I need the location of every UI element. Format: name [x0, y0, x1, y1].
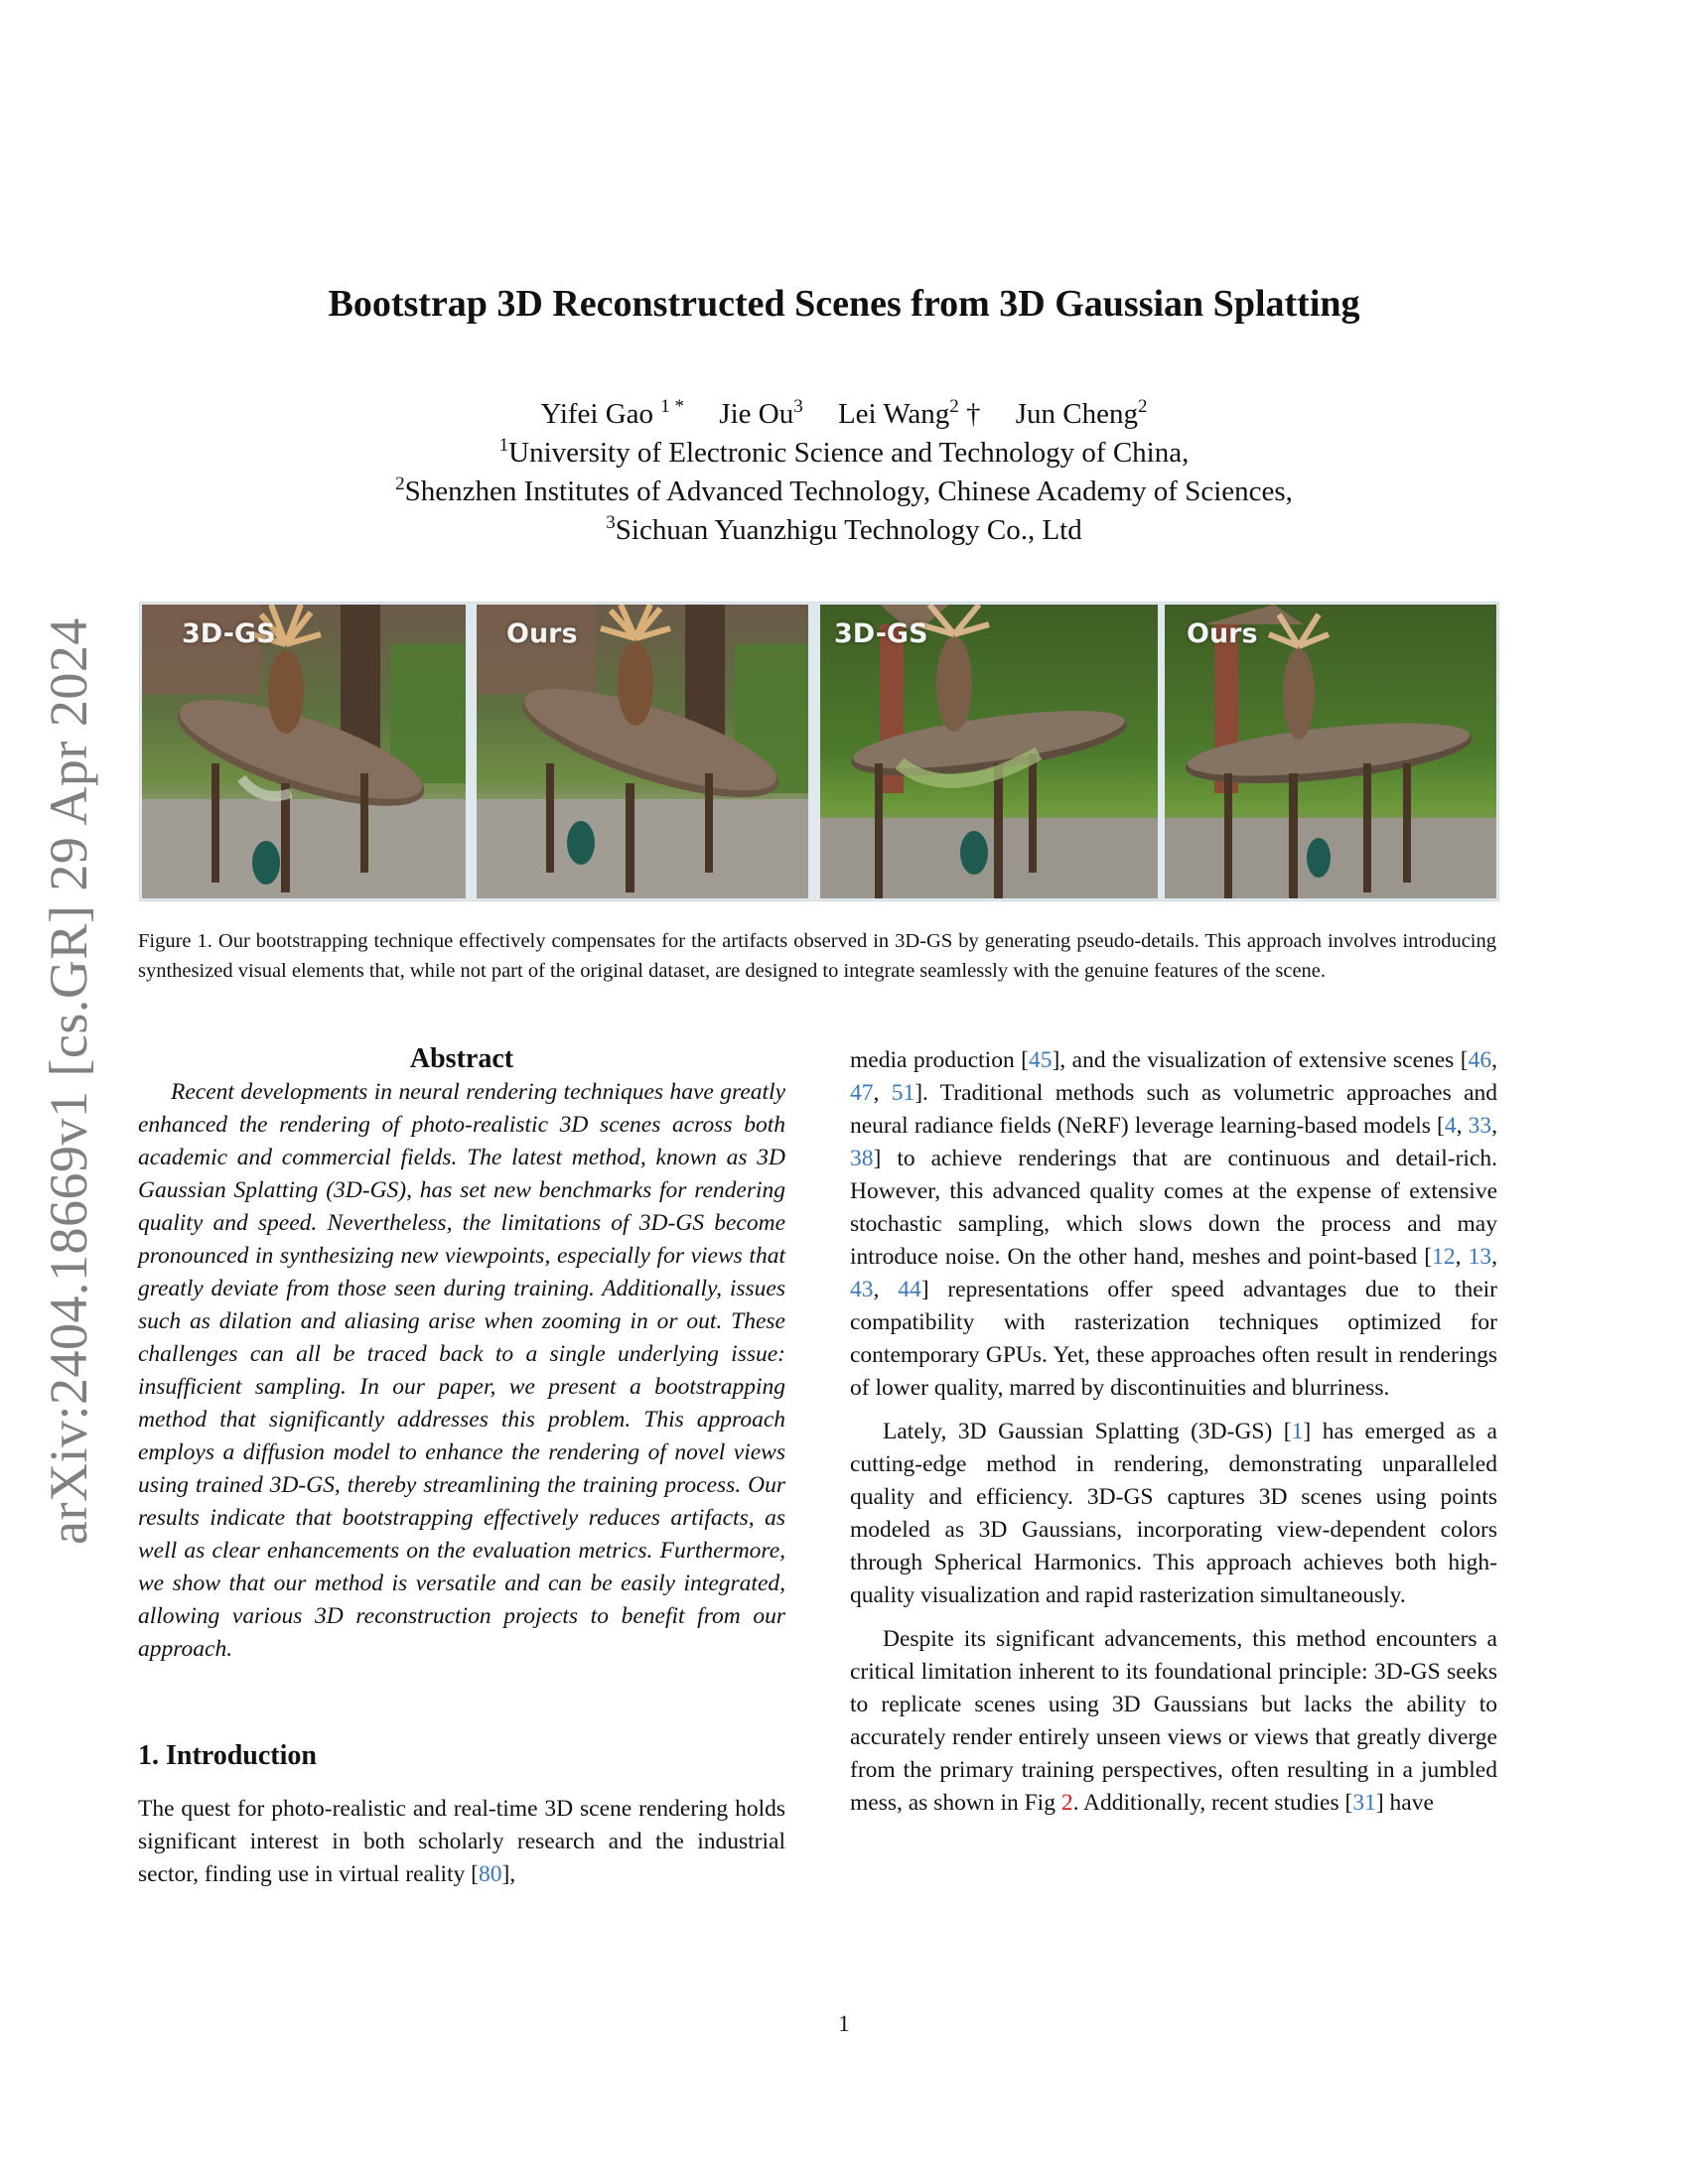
separator: ,	[1491, 1244, 1498, 1270]
author-affiliation-mark: 1 *	[660, 396, 685, 417]
paragraph-text: . Additionally, recent studies [	[1072, 1790, 1353, 1816]
paragraph-text: Lately, 3D Gaussian Splatting (3D-GS) [	[883, 1419, 1292, 1444]
right-column	[850, 1044, 1497, 1820]
affiliation-number: 3	[606, 512, 616, 533]
separator: ,	[1456, 1113, 1469, 1139]
citation-link[interactable]: 47	[850, 1080, 874, 1106]
figure-caption: Figure 1. Our bootstrapping technique effectively compensates for the artifacts observed in 3D-GS by generating pseudo-details. This approach involves introducing synthesized visual elements that, while not part of the original dataset, are designed to integrate seamlessly with the genuine features of the scene.	[138, 930, 1496, 982]
citation-link[interactable]: 13	[1468, 1244, 1492, 1270]
intro-paragraph-continued	[850, 1044, 1497, 1405]
paragraph-text: ] have	[1375, 1790, 1434, 1816]
citation-link[interactable]: 46	[1468, 1047, 1492, 1073]
paragraph-text: ] to achieve renderings that are continuous and detail-rich. However, this advanced quality comes at the expense of extensive stochastic sampling, which slows down the process and may introduce noise. On the other hand, meshes and point-based [	[850, 1146, 1497, 1270]
author-list	[0, 395, 1688, 434]
left-column	[138, 1042, 785, 1891]
separator: ,	[1491, 1047, 1497, 1073]
citation-link[interactable]: 80	[478, 1861, 502, 1887]
affiliation-number: 1	[498, 435, 509, 456]
citation-link[interactable]: 45	[1028, 1047, 1053, 1073]
author-name: Lei Wang	[837, 398, 950, 430]
figure-panel-3dgs-left	[142, 605, 466, 898]
paragraph-text: ] has emerged as a cutting-edge method in rendering, demonstrating unparalleled quality and efficiency. 3D-GS captures 3D scenes using points modeled as 3D Gaussians, incorporating view-dependent colors through Spherical Harmonics. This approach achieves both high-quality visualization and rapid rasterization simultaneously.	[850, 1419, 1497, 1608]
separator: ,	[873, 1277, 899, 1302]
citation-link[interactable]: 44	[898, 1277, 921, 1302]
figure-panel-ours-right	[1165, 605, 1496, 898]
affiliation	[0, 511, 1688, 550]
paragraph-text: media production [	[850, 1047, 1029, 1073]
affiliation-text: University of Electronic Science and Technology of China,	[508, 437, 1190, 469]
affiliation	[0, 473, 1688, 511]
paragraph-text: Despite its significant advancements, this method encounters a critical limitation inherent to its foundational principle: 3D-GS seeks to replicate scenes using 3D Gaussians but lacks the ability to accurately render entirely unseen views or views that greatly diverge from the primary training perspectives, often resulting in a jumbled mess, as shown in Fig	[850, 1626, 1497, 1816]
figure-panel-ours-left	[477, 605, 808, 898]
citation-link[interactable]: 31	[1352, 1790, 1376, 1816]
affiliation-number: 2	[395, 474, 405, 494]
abstract-heading: Abstract	[409, 1043, 514, 1074]
citation-link[interactable]: 4	[1444, 1113, 1457, 1139]
intro-paragraph	[138, 1793, 785, 1891]
affiliation-text: Shenzhen Institutes of Advanced Technology, Chinese Academy of Sciences,	[404, 476, 1293, 507]
paragraph-text: The quest for photo-realistic and real-time 3D scene rendering holds significant interest in both scholarly research and the industrial sector, finding use in virtual reality [	[138, 1796, 785, 1887]
panel-label: 3D-GS	[834, 618, 928, 649]
figure-panel-3dgs-right	[820, 605, 1158, 898]
citation-link[interactable]: 51	[891, 1080, 915, 1106]
paragraph-text: ]. Traditional methods such as volumetric approaches and neural radiance fields (NeRF) leverage learning-based models [	[850, 1080, 1497, 1139]
intro-paragraph	[850, 1623, 1497, 1820]
abstract-text: Recent developments in neural rendering techniques have greatly enhanced the rendering of photo-realistic 3D scenes across both academic and commercial fields. The latest method, known as 3D Gaussian Splatting (3D-GS), has set new benchmarks for rendering quality and speed. Nevertheless, the limitations of 3D-GS become pronounced in synthesizing new viewpoints, especially for views that greatly deviate from those seen during training. Additionally, issues such as dilation and aliasing arise when zooming in or out. These challenges can all be traced back to a single underlying issue: insufficient sampling. In our paper, we present a bootstrapping method that significantly addresses this problem. This approach employs a diffusion model to enhance the rendering of novel views using trained 3D-GS, thereby streamlining the training process. Our results indicate that bootstrapping effectively reduces artifacts, as well as clear enhancements on the evaluation metrics. Furthermore, we show that our method is versatile and can be easily integrated, allowing various 3D reconstruction projects to benefit from our approach.	[138, 1079, 785, 1662]
affiliation-text: Sichuan Yuanzhigu Technology Co., Ltd	[615, 514, 1082, 546]
panel-label: Ours	[1187, 618, 1258, 649]
separator: ,	[1455, 1244, 1469, 1270]
author-affiliation-mark: 2	[1138, 396, 1148, 417]
separator: ,	[873, 1080, 892, 1106]
separator: ,	[1491, 1113, 1497, 1139]
arxiv-identifier-stamp: arXiv:2404.18669v1 [cs.GR] 29 Apr 2024	[39, 617, 98, 1545]
author-block	[0, 395, 1688, 550]
author-affiliation-mark: 3	[793, 396, 803, 417]
citation-link[interactable]: 43	[850, 1277, 874, 1302]
author-name: Jun Cheng	[1015, 398, 1139, 430]
author-name: Jie Ou	[719, 398, 794, 430]
citation-link[interactable]: 38	[850, 1146, 874, 1171]
paper-title: Bootstrap 3D Reconstructed Scenes from 3D Gaussian Splatting	[328, 283, 1360, 325]
citation-link[interactable]: 1	[1291, 1419, 1304, 1444]
page-number: 1	[838, 2011, 850, 2036]
paragraph-text: ] representations offer speed advantages due to their compatibility with rasterization techniques optimized for contemporary GPUs. Yet, these approaches often result in renderings of lower quality, marred by discontinuities and blurriness.	[850, 1277, 1497, 1401]
section-heading-introduction: 1. Introduction	[138, 1740, 317, 1771]
author-name: Yifei Gao	[540, 398, 654, 430]
figure-1	[139, 602, 1499, 901]
figure-reference-link[interactable]: 2	[1060, 1790, 1073, 1816]
citation-link[interactable]: 12	[1432, 1244, 1456, 1270]
corresponding-author-mark: †	[966, 398, 981, 430]
citation-link[interactable]: 33	[1468, 1113, 1492, 1139]
affiliation	[0, 434, 1688, 473]
panel-label: 3D-GS	[182, 618, 276, 649]
panel-label: Ours	[506, 618, 578, 649]
paragraph-text: ],	[501, 1861, 516, 1887]
intro-paragraph	[850, 1416, 1497, 1612]
paragraph-text: ], and the visualization of extensive scenes [	[1052, 1047, 1469, 1073]
author-affiliation-mark: 2	[949, 396, 959, 417]
